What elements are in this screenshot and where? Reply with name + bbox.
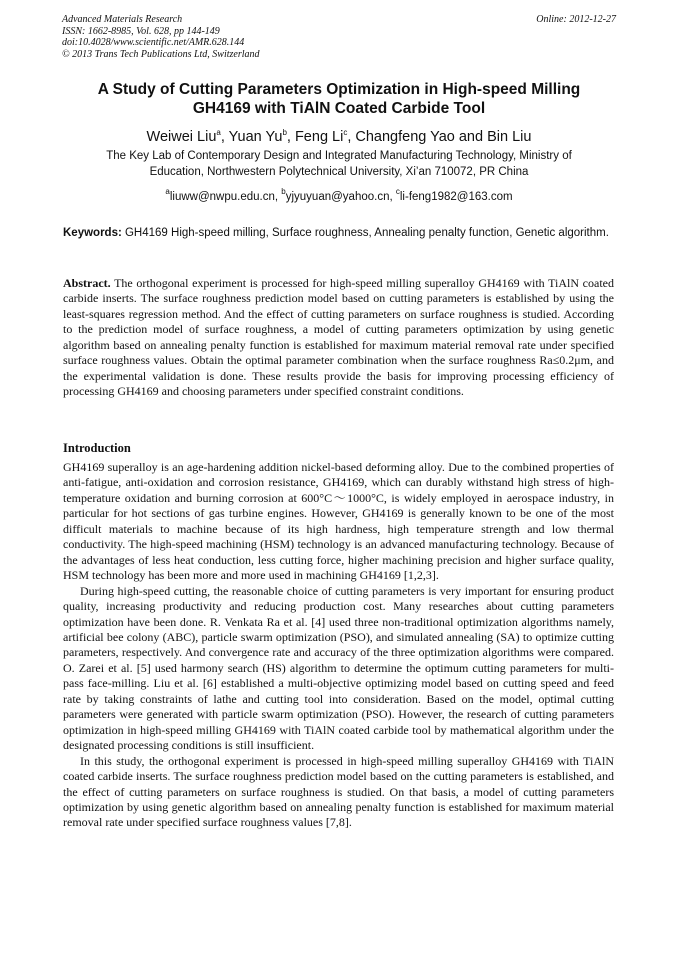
abstract-label: Abstract.	[63, 276, 111, 290]
affiliation-line-2: Education, Northwestern Polytechnical University, Xi’an 710072, PR China	[149, 165, 529, 178]
keywords	[63, 226, 614, 242]
copyright-line: © 2013 Trans Tech Publications Ltd, Switzerland	[62, 48, 260, 60]
journal-header	[62, 14, 616, 60]
email-address: liuww@nwpu.edu.cn,	[169, 191, 282, 203]
author-name: Bin Liu	[487, 129, 532, 145]
email-address: yjyuyuan@yahoo.cn,	[285, 191, 396, 203]
paper-title	[40, 80, 638, 118]
email-address: li-feng1982@163.com	[399, 191, 513, 203]
author-separator: ,	[286, 129, 295, 145]
abstract	[63, 276, 614, 400]
author-sup: c	[343, 128, 348, 137]
title-line-1: A Study of Cutting Parameters Optimization in High-speed Milling	[97, 81, 581, 98]
paragraph: In this study, the orthogonal experiment is processed in high-speed milling superalloy GH4169 with TiAlN coated carbide inserts. The surface roughness prediction model based on the cutting parameters is established, and the effect of cutting parameters on surface roughness is studied. On that basis, a model of cutting parameters optimization by using genetic algorithm based on annealing penalty function is established for maximum material removal rate under specified surface roughness values [7,8].	[63, 753, 614, 830]
email-sup: a	[165, 187, 170, 196]
affiliation-line-1: The Key Lab of Contemporary Design and Integrated Manufacturing Technology, Ministry of	[106, 150, 572, 162]
author-sup: b	[282, 128, 287, 137]
email-sup: b	[281, 187, 286, 196]
journal-name: Advanced Materials Research	[62, 14, 183, 25]
author-sup: a	[216, 128, 221, 137]
abstract-text: The orthogonal experiment is processed for high-speed milling superalloy GH4169 with TiAlN coated carbide inserts. The surface roughness prediction model based on cutting parameters is established by using the least-squares regression method. And the effect of cutting parameters on surface roughness is studied. According to the prediction model of surface roughness, a model of cutting parameters optimization by using genetic algorithm based on annealing penalty function is established for maximum material removal rate under specified surface roughness values. Obtain the optimal parameter combination when the surface roughness Ra≤0.2μm, and the experimental validation is done. These results provide the basis for improving processing efficiency of processing GH4169 and choosing parameters under specified constraint conditions.	[63, 276, 614, 399]
section-heading-introduction: Introduction	[63, 441, 131, 455]
author-separator: ,	[347, 129, 356, 145]
title-line-2: GH4169 with TiAlN Coated Carbide Tool	[192, 100, 486, 117]
introduction-body	[63, 460, 614, 831]
author-name: Weiwei Liu	[146, 129, 217, 145]
keywords-label: Keywords:	[63, 227, 122, 239]
online-date: Online: 2012-12-27	[536, 14, 616, 25]
email-sup: c	[395, 187, 400, 196]
author-name: Feng Li	[294, 129, 344, 145]
issn-line: ISSN: 1662-8985, Vol. 628, pp 144-149	[62, 25, 220, 37]
doi-line: doi:10.4028/www.scientific.net/AMR.628.144	[62, 37, 245, 48]
author-separator: ,	[220, 129, 229, 145]
paragraph: During high-speed cutting, the reasonable choice of cutting parameters is very important for ensuring product quality, increasing productivity and reducing production cost. Many researches about cutting parameters optimization have been done. R. Venkata Ra et al. [4] used three non-traditional optimization algorithms namely, artificial bee colony (ABC), particle swarm optimization (PSO), and simulated annealing (SA) to optimize cutting parameters, respectively. And convergence rate and accuracy of the three optimization algorithms were compared. O. Zarei et al. [5] used harmony search (HS) algorithm to determine the optimum cutting parameters for multi-pass face-milling. Liu et al. [6] established a multi-objective optimizing model based on cutting speed and feed rate by taking constraints of lathe and cutting tool into consideration. Based on the model, optimal cutting parameters were generated with particle swarm optimization (PSO). However, the research of cutting parameters optimization in high-speed milling GH4169 with TiAlN coated carbide tool by mathematical algorithm under the designated processing conditions is still insufficient.	[63, 583, 614, 753]
author-emails	[40, 185, 638, 204]
author-name: Changfeng Yao	[355, 129, 455, 145]
keywords-text: GH4169 High-speed milling, Surface roughness, Annealing penalty function, Genetic algorithm.	[121, 227, 609, 239]
affiliation	[64, 149, 614, 180]
paragraph: GH4169 superalloy is an age-hardening addition nickel-based deforming alloy. Due to the combined properties of anti-fatigue, anti-oxidation and corrosion resistance, GH4169, which can durably withstand high stress of high-temperature oxidation and burning corrosion at 600°C～1000°C, is widely employed in aerospace industry, in particular for hot sections of gas turbine engines. However, GH4169 is generally known to be one of the most difficult materials to machine because of its high hardness, high temperature strength and low thermal conductivity. The high-speed machining (HSM) technology is an advanced manufacturing technology. Because of the advantages of less heat conduction, less cutting force, higher machining precision and higher surface quality, HSM technology has been more and more used in machining GH4169 [1,2,3].	[63, 460, 614, 583]
author-name: Yuan Yu	[228, 129, 283, 145]
author-list	[40, 124, 638, 146]
author-and: and	[454, 129, 488, 145]
